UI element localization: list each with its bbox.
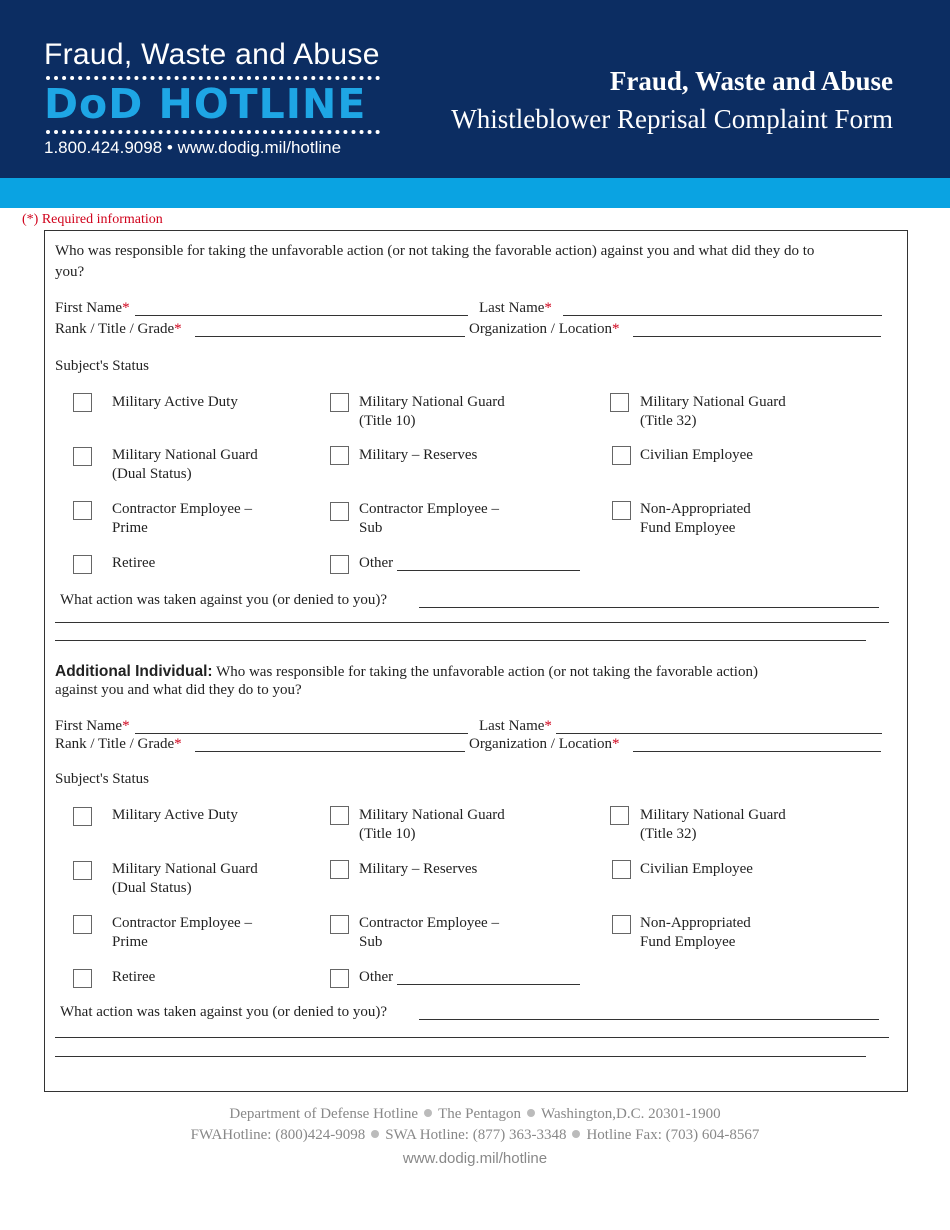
footer-address: Department of Defense Hotline The Pentagon Washington,D.C. 20301-1900 bbox=[229, 1106, 721, 1122]
form-box bbox=[44, 230, 908, 1092]
checkbox-national-guard-title32[interactable] bbox=[610, 806, 629, 825]
rank-field[interactable] bbox=[195, 336, 465, 337]
checkbox-military-reserves[interactable] bbox=[330, 446, 349, 465]
question-text: Who was responsible for taking the unfavorable action (or not taking the favorable action) against you and what did they do to bbox=[55, 243, 815, 259]
checkbox-national-guard-title32[interactable] bbox=[610, 393, 629, 412]
option-label: Military Active Duty bbox=[112, 394, 238, 410]
action-question: What action was taken against you (or denied to you)? bbox=[60, 1004, 387, 1020]
action-question: What action was taken against you (or denied to you)? bbox=[60, 592, 387, 608]
rank-field[interactable] bbox=[195, 751, 465, 752]
footer-phones: FWAHotline: (800)424-9098 SWA Hotline: (877) 363-3348 Hotline Fax: (703) 604-8567 bbox=[190, 1127, 760, 1143]
last-name-label: Last Name* bbox=[479, 718, 552, 734]
last-name-field[interactable] bbox=[563, 315, 882, 316]
other-field[interactable] bbox=[397, 984, 580, 985]
option-label: Military National Guard (Dual Status) bbox=[112, 861, 258, 896]
checkbox-contractor-prime[interactable] bbox=[73, 915, 92, 934]
checkbox-national-guard-dual[interactable] bbox=[73, 447, 92, 466]
checkbox-civilian-employee[interactable] bbox=[612, 446, 631, 465]
option-label: Contractor Employee – Prime bbox=[112, 915, 252, 950]
logo-divider bbox=[46, 130, 380, 134]
checkbox-other[interactable] bbox=[330, 969, 349, 988]
additional-individual-heading: Additional Individual: bbox=[55, 663, 213, 680]
bullet-dot bbox=[572, 1130, 580, 1138]
option-label: Contractor Employee – Sub bbox=[359, 915, 499, 950]
form-subtitle: Whistleblower Reprisal Complaint Form bbox=[451, 104, 893, 134]
checkbox-contractor-sub[interactable] bbox=[330, 915, 349, 934]
page-header bbox=[0, 0, 950, 178]
option-label: Retiree bbox=[112, 555, 156, 571]
footer-url[interactable]: www.dodig.mil/hotline bbox=[402, 1150, 548, 1167]
action-field[interactable] bbox=[55, 1056, 866, 1057]
action-field[interactable] bbox=[55, 622, 889, 623]
option-label: Military Active Duty bbox=[112, 807, 238, 823]
option-label: Contractor Employee – Prime bbox=[112, 501, 252, 536]
option-label: Non-Appropriated Fund Employee bbox=[640, 915, 751, 950]
checkbox-contractor-sub[interactable] bbox=[330, 502, 349, 521]
logo-hotline: DoD HOTLINE bbox=[44, 80, 367, 128]
option-label: Civilian Employee bbox=[640, 447, 753, 463]
checkbox-military-reserves[interactable] bbox=[330, 860, 349, 879]
checkbox-civilian-employee[interactable] bbox=[612, 860, 631, 879]
other-field[interactable] bbox=[397, 570, 580, 571]
first-name-field[interactable] bbox=[135, 315, 468, 316]
checkbox-national-guard-dual[interactable] bbox=[73, 861, 92, 880]
rank-label: Rank / Title / Grade* bbox=[55, 321, 182, 337]
subject-status-label: Subject's Status bbox=[55, 358, 149, 374]
last-name-label: Last Name* bbox=[479, 300, 552, 316]
option-label: Military National Guard (Title 10) bbox=[359, 394, 505, 429]
logo-line1: Fraud, Waste and Abuse bbox=[44, 38, 380, 71]
option-label: Contractor Employee – Sub bbox=[359, 501, 499, 536]
org-label: Organization / Location* bbox=[469, 736, 620, 752]
question-text: against you and what did they do to you? bbox=[55, 682, 302, 698]
checkbox-contractor-prime[interactable] bbox=[73, 501, 92, 520]
bullet-dot bbox=[424, 1109, 432, 1117]
option-label: Military National Guard (Title 32) bbox=[640, 807, 786, 842]
option-label: Military – Reserves bbox=[359, 861, 478, 877]
org-field[interactable] bbox=[633, 751, 881, 752]
accent-bar bbox=[0, 178, 950, 208]
first-name-label: First Name* bbox=[55, 300, 130, 316]
checkbox-military-active-duty[interactable] bbox=[73, 393, 92, 412]
checkbox-other[interactable] bbox=[330, 555, 349, 574]
rank-label: Rank / Title / Grade* bbox=[55, 736, 182, 752]
checkbox-national-guard-title10[interactable] bbox=[330, 806, 349, 825]
option-label: Military – Reserves bbox=[359, 447, 478, 463]
option-label: Other bbox=[359, 555, 394, 571]
question-text: Additional Individual: Who was responsible for taking the unfavorable action (or not taking the favorable action) bbox=[55, 663, 758, 680]
checkbox-national-guard-title10[interactable] bbox=[330, 393, 349, 412]
checkbox-non-appropriated[interactable] bbox=[612, 915, 631, 934]
option-label: Retiree bbox=[112, 969, 156, 985]
org-field[interactable] bbox=[633, 336, 881, 337]
action-field[interactable] bbox=[419, 1019, 879, 1020]
checkbox-retiree[interactable] bbox=[73, 969, 92, 988]
checkbox-non-appropriated[interactable] bbox=[612, 501, 631, 520]
required-note: (*) Required information bbox=[22, 212, 163, 227]
org-label: Organization / Location* bbox=[469, 321, 620, 337]
checkbox-retiree[interactable] bbox=[73, 555, 92, 574]
logo-contact: 1.800.424.9098 • www.dodig.mil/hotline bbox=[44, 138, 342, 157]
option-label: Non-Appropriated Fund Employee bbox=[640, 501, 751, 536]
option-label: Military National Guard (Dual Status) bbox=[112, 447, 258, 482]
action-field[interactable] bbox=[419, 607, 879, 608]
bullet-dot bbox=[527, 1109, 535, 1117]
subject-status-label: Subject's Status bbox=[55, 771, 149, 787]
first-name-field[interactable] bbox=[135, 733, 468, 734]
bullet-dot bbox=[371, 1130, 379, 1138]
checkbox-military-active-duty[interactable] bbox=[73, 807, 92, 826]
action-field[interactable] bbox=[55, 1037, 889, 1038]
option-label: Civilian Employee bbox=[640, 861, 753, 877]
option-label: Other bbox=[359, 969, 394, 985]
question-text: you? bbox=[55, 264, 85, 280]
form-title: Fraud, Waste and Abuse bbox=[609, 66, 893, 96]
option-label: Military National Guard (Title 10) bbox=[359, 807, 505, 842]
option-label: Military National Guard (Title 32) bbox=[640, 394, 786, 429]
last-name-field[interactable] bbox=[556, 733, 882, 734]
first-name-label: First Name* bbox=[55, 718, 130, 734]
action-field[interactable] bbox=[55, 640, 866, 641]
